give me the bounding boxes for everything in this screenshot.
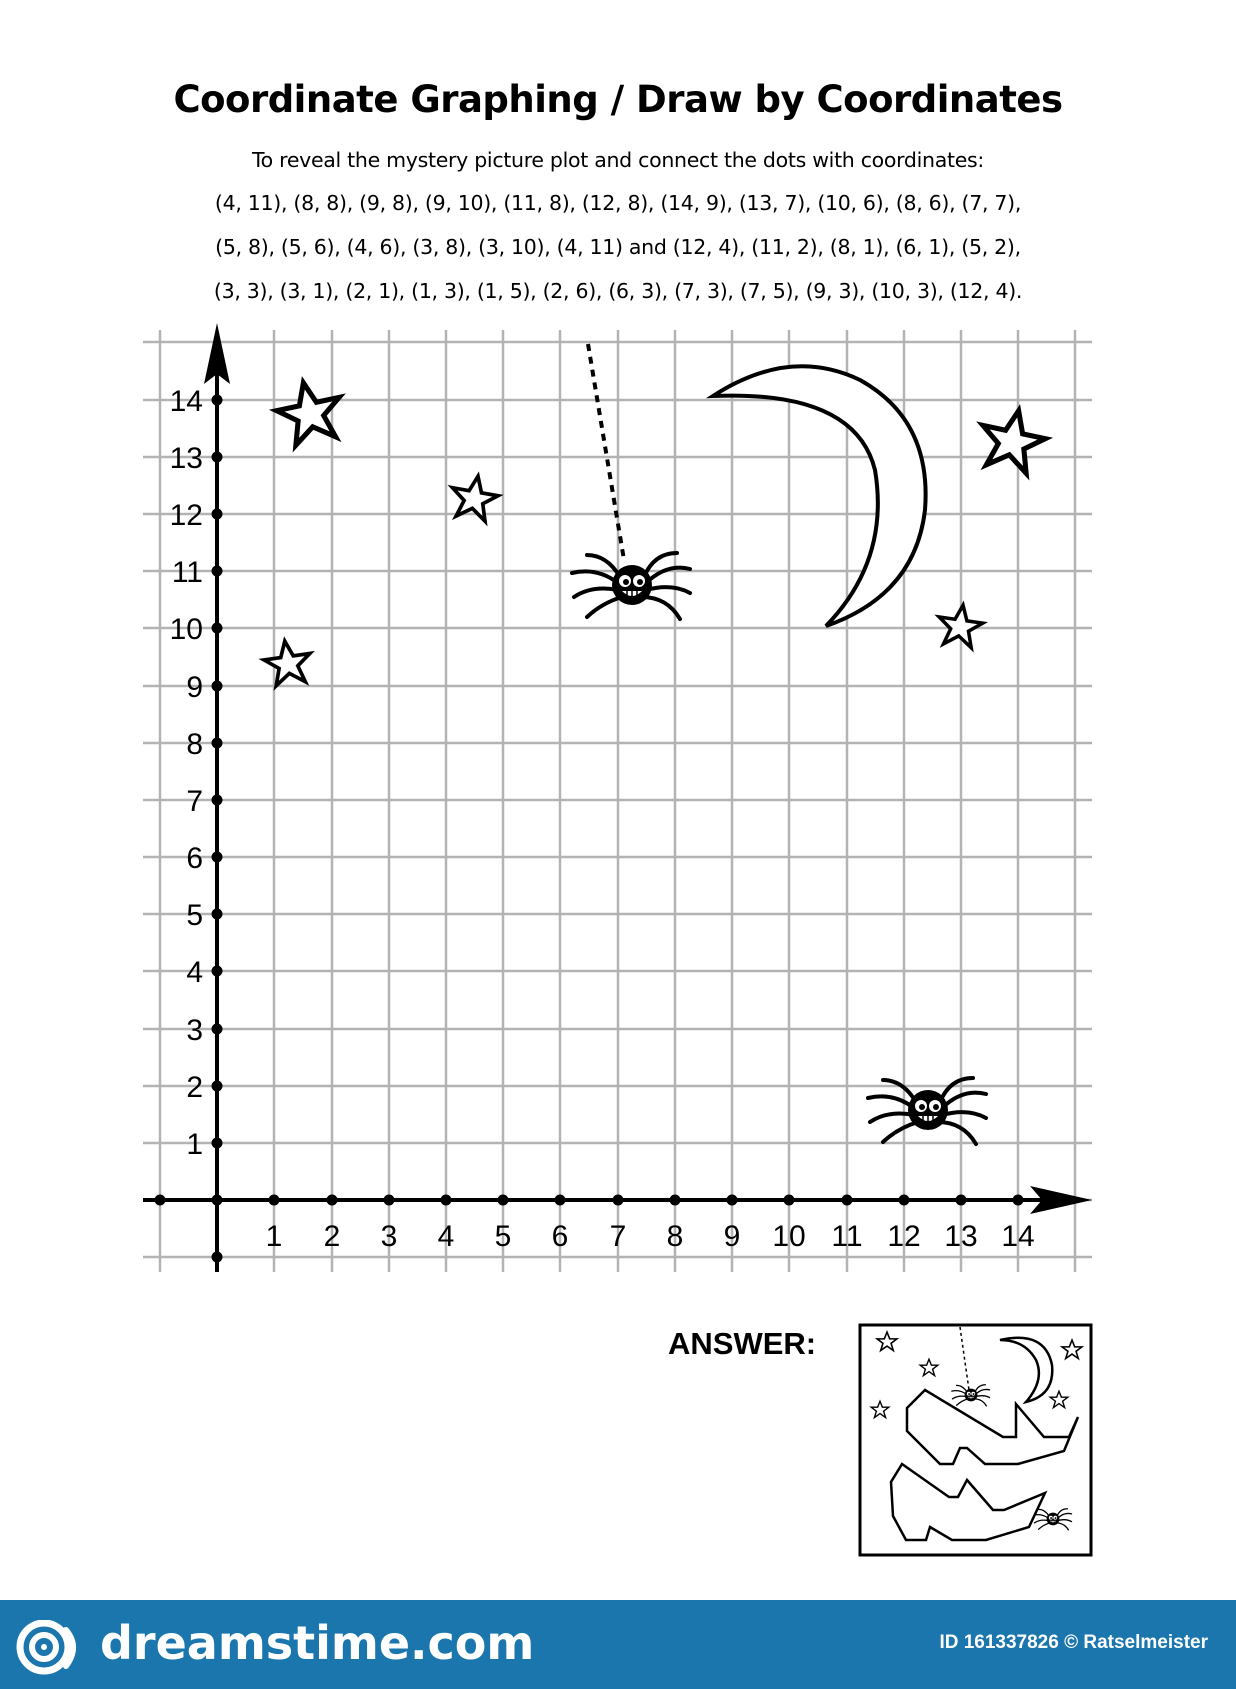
- coordinates-line-3: (3, 3), (3, 1), (2, 1), (1, 3), (1, 5), (2, 6), (6, 3), (7, 3), (7, 5), (9, 3), (10, 3), (12, 4).: [213, 279, 1023, 303]
- grid-lines: [143, 330, 1092, 1272]
- star-icon: [262, 638, 314, 687]
- image-credit: ID 161337826 © Ratselmeister: [939, 1632, 1208, 1653]
- svg-text:1: 1: [186, 1128, 203, 1161]
- svg-text:4: 4: [186, 956, 203, 989]
- svg-text:4: 4: [437, 1220, 455, 1253]
- svg-text:3: 3: [380, 1220, 398, 1253]
- x-tick-labels: [266, 1220, 1035, 1253]
- svg-text:3: 3: [186, 1014, 203, 1047]
- svg-text:11: 11: [831, 1220, 863, 1253]
- svg-text:6: 6: [186, 842, 203, 875]
- svg-text:7: 7: [609, 1220, 627, 1253]
- svg-text:12: 12: [887, 1220, 921, 1253]
- instructions: To reveal the mystery picture plot and connect the dots with coordinates:: [251, 148, 985, 172]
- footer-bar: [0, 1600, 1236, 1689]
- svg-text:7: 7: [186, 785, 203, 818]
- y-tick-labels: [170, 385, 203, 1161]
- svg-text:1: 1: [265, 1220, 283, 1253]
- spider-icon: [572, 553, 690, 619]
- svg-text:14: 14: [169, 385, 203, 418]
- answer-label: ANSWER:: [668, 1326, 817, 1361]
- answer-thumbnail: [860, 1325, 1091, 1555]
- svg-text:13: 13: [944, 1220, 978, 1253]
- svg-text:14: 14: [1001, 1220, 1035, 1253]
- star-icon: [272, 376, 347, 447]
- moon-icon: [713, 366, 926, 626]
- star-icon: [975, 404, 1050, 475]
- svg-text:10: 10: [169, 613, 203, 646]
- svg-text:2: 2: [323, 1220, 341, 1253]
- svg-text:5: 5: [186, 899, 203, 932]
- spider-icon: [868, 1078, 986, 1144]
- svg-text:9: 9: [723, 1220, 741, 1253]
- page-title: Coordinate Graphing / Draw by Coordinates: [173, 78, 1063, 121]
- svg-text:13: 13: [169, 442, 203, 475]
- svg-text:8: 8: [666, 1220, 684, 1253]
- svg-text:9: 9: [186, 671, 203, 704]
- coordinates-line-2: (5, 8), (5, 6), (4, 6), (3, 8), (3, 10), (4, 11) and (12, 4), (11, 2), (8, 1), (6, 1), (5, 2),: [215, 235, 1021, 259]
- svg-text:2: 2: [186, 1071, 203, 1104]
- dreamstime-logo-icon: [14, 1620, 86, 1675]
- svg-text:6: 6: [551, 1220, 569, 1253]
- brand-name[interactable]: dreamstime.com: [100, 1616, 535, 1670]
- svg-text:12: 12: [169, 499, 203, 532]
- svg-text:8: 8: [186, 728, 203, 761]
- coordinates-line-1: (4, 11), (8, 8), (9, 8), (9, 10), (11, 8), (12, 8), (14, 9), (13, 7), (10, 6), (8, 6), (7, 7),: [214, 191, 1022, 215]
- svg-text:5: 5: [494, 1220, 512, 1253]
- svg-text:11: 11: [171, 556, 203, 589]
- svg-text:10: 10: [772, 1220, 806, 1253]
